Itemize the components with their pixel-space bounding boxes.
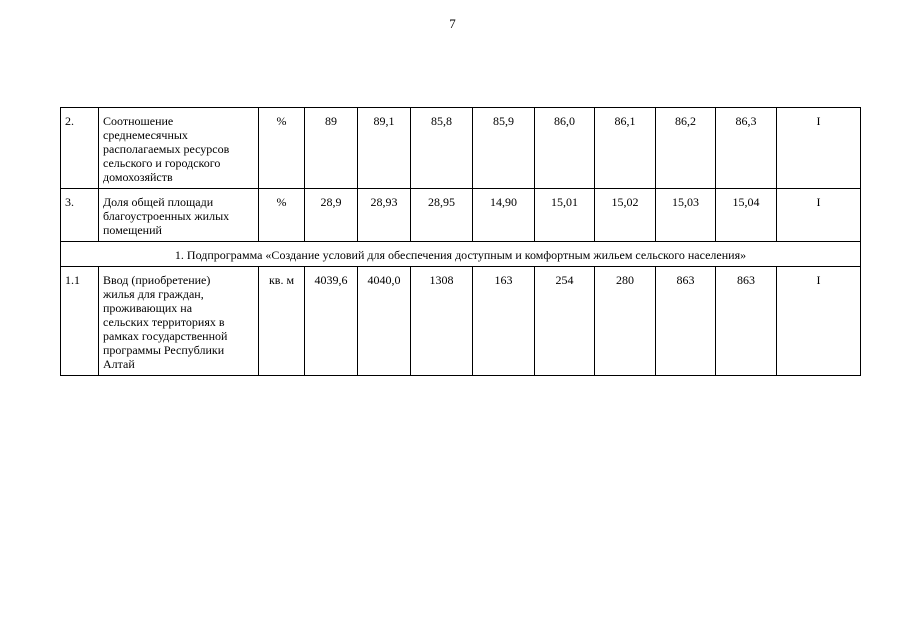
indicator-table xyxy=(60,107,861,376)
value-cell: 863 xyxy=(656,267,716,376)
indicator-name: Доля общей площади благоустроенных жилых помещений xyxy=(99,189,259,242)
row-number: 2. xyxy=(61,108,99,189)
page-number: 7 xyxy=(449,16,456,31)
table-row xyxy=(61,267,861,376)
value-cell: 1308 xyxy=(411,267,473,376)
value-cell: 280 xyxy=(595,267,656,376)
value-cell: 15,01 xyxy=(535,189,595,242)
value-cell: 28,93 xyxy=(358,189,411,242)
row-number: 3. xyxy=(61,189,99,242)
source-cell: I xyxy=(777,108,861,189)
value-cell: 28,9 xyxy=(305,189,358,242)
value-cell: 863 xyxy=(716,267,777,376)
section-title: 1. Подпрограмма «Создание условий для обеспечения доступным и комфортным жильем сельского населения» xyxy=(61,242,861,267)
value-cell: 14,90 xyxy=(473,189,535,242)
value-cell: 4039,6 xyxy=(305,267,358,376)
value-cell: 15,04 xyxy=(716,189,777,242)
unit-cell: кв. м xyxy=(259,267,305,376)
indicator-name: Ввод (приобретение) жилья для граждан, проживающих на сельских территориях в рамках государственной программы Республики Алтай xyxy=(99,267,259,376)
table-row xyxy=(61,108,861,189)
value-cell: 254 xyxy=(535,267,595,376)
value-cell: 15,03 xyxy=(656,189,716,242)
value-cell: 86,2 xyxy=(656,108,716,189)
section-header-row xyxy=(61,242,861,267)
value-cell: 86,3 xyxy=(716,108,777,189)
value-cell: 86,1 xyxy=(595,108,656,189)
value-cell: 15,02 xyxy=(595,189,656,242)
value-cell: 28,95 xyxy=(411,189,473,242)
source-cell: I xyxy=(777,189,861,242)
indicator-name: Соотношение среднемесячных располагаемых ресурсов сельского и городского домохозяйств xyxy=(99,108,259,189)
unit-cell: % xyxy=(259,108,305,189)
value-cell: 89,1 xyxy=(358,108,411,189)
value-cell: 85,9 xyxy=(473,108,535,189)
source-cell: I xyxy=(777,267,861,376)
value-cell: 4040,0 xyxy=(358,267,411,376)
value-cell: 85,8 xyxy=(411,108,473,189)
value-cell: 163 xyxy=(473,267,535,376)
row-number: 1.1 xyxy=(61,267,99,376)
unit-cell: % xyxy=(259,189,305,242)
table-row xyxy=(61,189,861,242)
value-cell: 86,0 xyxy=(535,108,595,189)
value-cell: 89 xyxy=(305,108,358,189)
